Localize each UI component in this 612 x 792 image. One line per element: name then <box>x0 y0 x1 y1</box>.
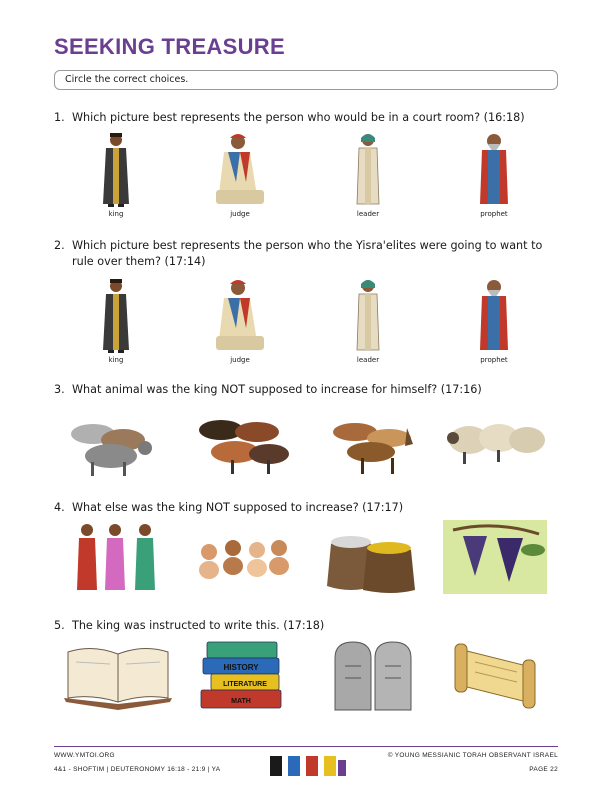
q4-option-silver-gold-sacks[interactable] <box>318 520 428 594</box>
instruction-box <box>54 70 558 90</box>
q1-option-prophet[interactable] <box>444 132 544 218</box>
q5-option-scroll[interactable] <box>440 636 550 714</box>
q5-option-open-book[interactable] <box>58 638 178 712</box>
question-5 <box>54 618 564 634</box>
question-number: 3. <box>54 383 65 396</box>
q1-option-king[interactable] <box>66 132 166 218</box>
king-figure-icon <box>96 132 136 208</box>
babies-icon <box>191 520 295 594</box>
footer-copyright: © YOUNG MESSIANIC TORAH OBSERVANT ISRAEL <box>387 752 558 759</box>
question-text: The king was instructed to write this. (17:18) <box>72 619 325 632</box>
scroll-icon <box>443 636 547 714</box>
question-text: Which picture best represents the person who the Yisra'elites were going to want to rule over them? (17:14) <box>72 239 543 268</box>
q1-option-leader[interactable] <box>318 132 418 218</box>
judge-figure-icon <box>210 278 270 354</box>
footer-rule <box>54 746 558 747</box>
book-label: LITERATURE <box>223 681 267 688</box>
question-text: Which picture best represents the person who would be in a court room? (16:18) <box>72 111 525 124</box>
question-3 <box>54 382 564 398</box>
donkeys-icon <box>61 404 165 478</box>
stack-of-books-icon <box>189 636 297 714</box>
question-text: What else was the king NOT supposed to increase? (17:17) <box>72 501 404 514</box>
instruction-text: Circle the correct choices. <box>65 74 189 85</box>
q3-option-donkeys[interactable] <box>58 404 168 478</box>
question-number: 4. <box>54 501 65 514</box>
horses-icon <box>321 404 425 478</box>
option-label: king <box>108 210 124 218</box>
question-2 <box>54 238 564 270</box>
option-label: leader <box>356 210 380 218</box>
q4-option-babies[interactable] <box>188 520 298 594</box>
option-label: prophet <box>480 210 508 218</box>
q2-option-leader[interactable] <box>318 278 418 364</box>
q4-option-grapes[interactable] <box>440 520 550 594</box>
question-1 <box>54 110 564 126</box>
question-number: 5. <box>54 619 65 632</box>
silver-gold-sacks-icon <box>321 520 425 594</box>
option-label: king <box>108 356 124 364</box>
question-4 <box>54 500 564 516</box>
ymtoi-logo-icon <box>268 752 348 778</box>
q3-option-sheep[interactable] <box>440 404 550 478</box>
prophet-figure-icon <box>474 278 514 354</box>
q2-option-judge[interactable] <box>190 278 290 364</box>
book-label: MATH <box>231 698 251 705</box>
page-title: SEEKING TREASURE <box>54 34 285 59</box>
open-book-icon <box>60 638 176 712</box>
grapes-icon <box>443 520 547 594</box>
q1-option-judge[interactable] <box>190 132 290 218</box>
question-number: 1. <box>54 111 65 124</box>
leader-figure-icon <box>350 278 386 354</box>
sheep-icon <box>443 404 547 478</box>
q4-option-wives[interactable] <box>64 520 174 594</box>
option-label: judge <box>230 210 250 218</box>
q2-option-king[interactable] <box>66 278 166 364</box>
q5-option-stack-of-books[interactable] <box>188 636 298 714</box>
king-figure-icon <box>96 278 136 354</box>
stone-tablets-icon <box>321 636 425 714</box>
question-number: 2. <box>54 239 65 252</box>
option-label: prophet <box>480 356 508 364</box>
option-label: judge <box>230 356 250 364</box>
q5-option-stone-tablets[interactable] <box>318 636 428 714</box>
wives-icon <box>67 520 171 594</box>
option-label: leader <box>356 356 380 364</box>
leader-figure-icon <box>350 132 386 208</box>
judge-figure-icon <box>210 132 270 208</box>
footer-course: 4&1 - SHOFTIM | DEUTERONOMY 16:18 - 21:9 | YA <box>54 766 221 773</box>
q2-option-prophet[interactable] <box>444 278 544 364</box>
q3-option-cattle[interactable] <box>188 404 298 478</box>
q3-option-horses[interactable] <box>318 404 428 478</box>
prophet-figure-icon <box>474 132 514 208</box>
footer-page-number: PAGE 22 <box>529 766 558 773</box>
question-text: What animal was the king NOT supposed to increase for himself? (17:16) <box>72 383 482 396</box>
cattle-icon <box>191 404 295 478</box>
book-label: HISTORY <box>223 663 259 672</box>
footer-website: WWW.YMTOI.ORG <box>54 752 115 759</box>
